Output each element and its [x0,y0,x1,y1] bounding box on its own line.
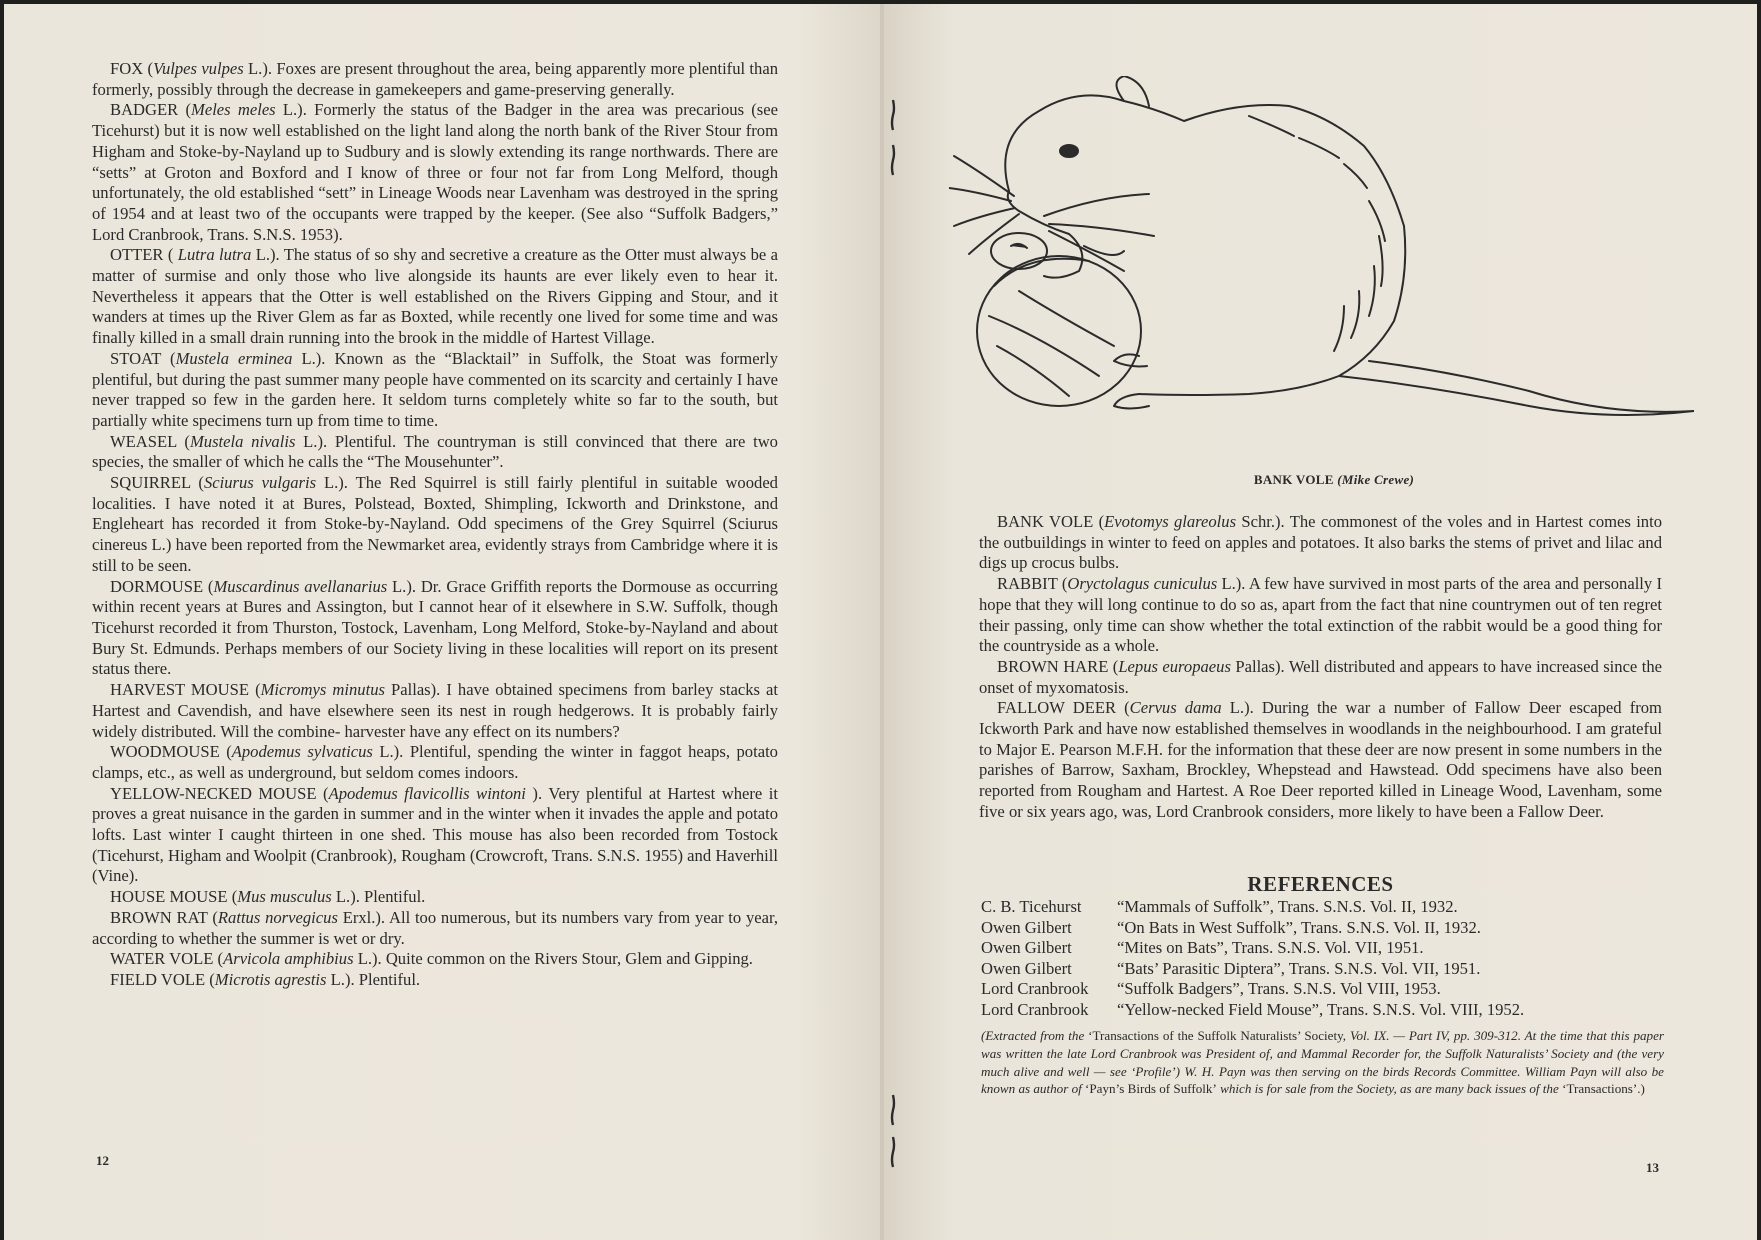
species-name: STOAT [110,348,162,368]
species-authority: L.). [330,969,355,989]
book-spread [4,4,1757,1240]
species-latin-name: Apodemus flavicollis wintoni [328,783,526,803]
species-authority: ). [532,783,543,803]
species-latin-name: Meles meles [191,100,276,120]
species-description: Plentiful. [358,969,421,989]
right-page-text [979,512,1662,823]
bank-vole-illustration [949,76,1694,461]
reference-item [981,938,1664,959]
species-name: FIELD VOLE [110,969,206,989]
reference-author: Lord Cranbrook [981,999,1089,1019]
staple-icon [890,144,896,176]
species-authority: L.). [282,100,307,120]
editorial-note: (Extracted from the ‘Transactions of the Suffolk Naturalists’ Society, Vol. IX. — Part IV, pp. 309-312. At the time that this paper was written the late Lord Cranbrook was President of, and Mammal Recorder for, the Suffolk Naturalists’ Society and (the very much alive and well — see ‘Profile’) W. H. Payn was then serving on the birds Records Committee. William Payn will also be known as author of ‘Payn’s Birds of Suffolk’ which is for sale from the Society, as are many back issues of the ‘Transactions’.) [981,1028,1664,1097]
species-latin-name: Muscardinus avellanarius [213,576,388,596]
species-entry: OTTER ( Lutra lutra L.). The status of so shy and secretive a creature as the Otter must always be a matter of surmise and only those who live alongside its haunts are ever likely even to hear it. Nevertheless it appears that the Otter is well established on the Rivers Gipping and Stour, and it wanders at times up the River Glem as far as Boxted, while recently one lived for some time and was finally killed in a small drain running into the brook in the middle of Hartest Village. [92,245,778,348]
species-name: BROWN RAT [110,907,208,927]
species-name: RABBIT [997,574,1058,594]
species-entry: FOX (Vulpes vulpes L.). Foxes are present throughout the area, being apparently more plentiful than formerly, possibly through the decrease in gamekeepers and game-preserving generally. [92,59,779,99]
species-entry: SQUIRREL (Sciurus vulgaris L.). The Red Squirrel is still fairly plentiful in suitable wooded localities. I have noted it at Bures, Polstead, Boxted, Shimpling, Ickworth and Drinkstone, and Engleheart has recorded it from Stoke-by-Nayland. Odd specimens of the Grey Squirrel (Sciurus cinereus L.) have been reported from the Newmarket area, evidently strays from Cambridge where it is still to be seen. [92,473,778,575]
species-name: HOUSE MOUSE [110,887,228,907]
reference-author: Owen Gilbert [981,958,1072,978]
reference-title: “Mammals of Suffolk”, Trans. S.N.S. Vol. II, 1932. [1117,897,1458,916]
species-entry: BANK VOLE (Evotomys glareolus Schr.). The commonest of the voles and in Hartest comes into the outbuildings in winter to feed on apples and potatoes. It also barks the stems of privet and lilac and digs up crocus bulbs. [979,512,1663,573]
reference-item [981,918,1664,939]
species-authority: Pallas). [391,680,441,700]
species-name: FOX [110,59,144,78]
species-description: Foxes are present throughout the area, being apparently more plentiful than formerly, possibly through the decrease in gamekeepers and game-preserving generally. [92,59,779,99]
page-number-left: 12 [96,1153,109,1168]
reference-item [981,959,1664,980]
species-latin-name: Mus musculus [237,887,332,907]
species-description: Plentiful, spending the winter in faggot heaps, potato clamps, etc., as well as underground, but seldom comes indoors. [92,742,778,782]
species-authority: L.). [392,576,417,596]
reference-author: Owen Gilbert [981,938,1072,957]
species-authority: L.). [303,431,328,451]
species-name: DORMOUSE [110,576,204,596]
caption-credit: (Mike Crewe) [1337,472,1415,487]
species-description: A few have survived in most parts of the area and personally I hope that they will long continue to do so as, apart from the fact that nine countrymen out of ten regret their passing, only time can show whether the total extinction of the rabbit would be a good thing for the countryside as a whole. [979,574,1662,656]
species-description: All too numerous, but its numbers vary from year to year, according to whether the summer is wet or dry. [92,907,778,948]
species-description: The commonest of the voles and in Hartest comes into the outbuildings in winter to feed on apples and potatoes. It also barks the stems of privet and lilac and digs up crocus bulbs. [979,512,1663,573]
species-entry: BROWN RAT (Rattus norvegicus Erxl.). All too numerous, but its numbers vary from year to year, according to whether the summer is wet or dry. [92,907,778,948]
species-entry: WATER VOLE (Arvicola amphibius L.). Quite common on the Rivers Stour, Glem and Gipping. [110,949,753,969]
species-name: WOODMOUSE [110,742,220,762]
reference-item [981,979,1664,1000]
species-authority: Pallas). [1235,656,1285,676]
species-name: HARVEST MOUSE [110,680,250,700]
species-description: The Red Squirrel is still fairly plentiful in suitable wooded localities. I have noted it at Bures, Polstead, Boxted, Shimpling, Ickworth and Drinkstone, and Engleheart has recorded it from Stoke-by-Nayland. Odd specimens of the Grey Squirrel (Sciurus cinereus L.) have been reported from the Newmarket area, evidently strays from Cambridge where it is still to be seen. [92,473,778,575]
species-description: Quite common on the Rivers Stour, Glem and Gipping. [385,949,753,969]
species-latin-name: Cervus dama [1129,698,1222,718]
species-authority: L.). [1229,698,1254,718]
reference-title: “Mites on Bats”, Trans. S.N.S. Vol. VII, 1951. [1117,938,1424,957]
species-name: BROWN HARE [997,656,1109,676]
left-page-text [92,59,778,991]
species-entry: HARVEST MOUSE (Micromys minutus Pallas). I have obtained specimens from barley stacks at Hartest and Cavendish, and have elsewhere seen its nest in rough hedgerows. It is probably fairly widely distributed. Will the combine- harvester have any effect on its numbers? [92,680,778,741]
reference-title: “Yellow-necked Field Mouse”, Trans. S.N.S. Vol. VIII, 1952. [1117,999,1525,1019]
reference-title: “Bats’ Parasitic Diptera”, Trans. S.N.S. Vol. VII, 1951. [1117,958,1481,978]
species-description: I have obtained specimens from barley stacks at Hartest and Cavendish, and have elsewhere seen its nest in rough hedgerows. It is probably fairly widely distributed. Will the combine- harvester have any effect on its numbers? [92,680,778,741]
species-authority: Erxl.). [342,907,386,927]
species-latin-name: Mustela nivalis [189,431,296,451]
species-authority: L.). [335,887,360,907]
species-entry: WEASEL (Mustela nivalis L.). Plentiful. The countryman is still convinced that there are two species, the smaller of which he calls the “The Mousehunter”. [92,431,778,472]
species-latin-name: Lepus europaeus [1118,656,1231,676]
species-name: OTTER [110,245,164,265]
species-name: WATER VOLE [110,949,214,969]
species-latin-name: Vulpes vulpes [153,59,244,78]
species-entry: FALLOW DEER (Cervus dama L.). During the war a number of Fallow Deer escaped from Ickworth Park and have now established themselves in woodlands in the neighbourhood. I am grateful to Major E. Pearson M.F.H. for the information that these deer are now present in some numbers in the parishes of Barrow, Saxham, Brockley, Whepstead and Hawstead. Odd specimens have also been reported from Rougham and Hartest. A Roe Deer reported killed in Lineage Wood, Lavenham, some five or six years ago, was, Lord Cranbrook considers, more likely to have been a Fallow Deer. [979,698,1662,821]
species-latin-name: Micromys minutus [260,680,385,700]
species-description: Well distributed and appears to have increased since the onset of myxomatosis. [979,656,1662,697]
species-description: Plentiful. The countryman is still convinced that there are two species, the smaller of which he calls the “The Mousehunter”. [92,431,778,472]
species-description: Plentiful. [364,887,426,907]
species-authority: Schr.). [1241,512,1285,531]
species-name: YELLOW-NECKED MOUSE [110,783,317,803]
species-authority: L.). [255,245,280,265]
reference-title: “Suffolk Badgers”, Trans. S.N.S. Vol VIII, 1953. [1117,979,1441,998]
species-entry: STOAT (Mustela erminea L.). Known as the “Blacktail” in Suffolk, the Stoat was formerly plentiful, but during the past summer many people have commented on its scarcity and certainly I have never trapped so few in the garden here. It seldom turns completely white so far to the south, but partially white specimens turn up from time to time. [92,348,779,430]
species-name: FALLOW DEER [997,698,1117,718]
species-entry: DORMOUSE (Muscardinus avellanarius L.). Dr. Grace Griffith reports the Dormouse as occurring within recent years at Bures and Assington, but I cannot hear of it elsewhere in S.W. Suffolk, though Ticehurst recorded it from Thurston, Tostock, Lavenham, Long Melford, Stoke-by-Nayland and about Bury St. Edmunds. Perhaps members of our Society living in these localities will report on its present status there. [92,576,778,679]
left-page [4,4,884,1240]
figure-caption [1124,472,1544,488]
species-description: The status of so shy and secretive a creature as the Otter must always be a matter of surmise and only those who live alongside its haunts are ever likely even to hear it. Nevertheless it appears that the Otter is well established on the Rivers Gipping and Stour, and it wanders at times up the River Glem as far as Boxted, while recently one lived for some time and was finally killed in a small drain running into the brook in the middle of Hartest Village. [92,245,778,348]
species-latin-name: Lutra lutra [173,245,252,265]
staple-icon [890,99,896,131]
reference-item [981,897,1664,918]
species-authority: L.). [323,473,348,493]
species-latin-name: Sciurus vulgaris [203,473,317,493]
staple-icon [890,1136,896,1168]
species-name: BANK VOLE [997,512,1094,531]
species-name: SQUIRREL [110,473,191,493]
species-entry: FIELD VOLE (Microtis agrestis L.). Plentiful. [110,969,421,989]
species-latin-name: Apodemus sylvaticus [231,742,373,762]
species-description: Known as the “Blacktail” in Suffolk, the Stoat was formerly plentiful, but during the past summer many people have commented on its scarcity and certainly I have never trapped so few in the garden here. It seldom turns completely white so far to the south, but partially white specimens turn up from time to time. [92,348,779,430]
species-description: Very plentiful at Hartest where it proves a great nuisance in the garden in summer and in the winter when it invades the apple and potato lofts. Last winter I caught thirteen in one shed. This mouse has also been recorded from Tostock (Ticehurst, Higham and Woolpit (Cranbrook), Rougham (Crowcroft, Trans. S.N.S. 1955) and Haverhill (Vine). [92,783,778,886]
reference-author: Lord Cranbrook [981,979,1089,998]
species-latin-name: Arvicola amphibius [223,949,354,969]
species-authority: L.). [379,742,404,762]
species-entry: BROWN HARE (Lepus europaeus Pallas). Well distributed and appears to have increased since the onset of myxomatosis. [979,656,1662,697]
species-authority: L.). [357,949,382,969]
species-latin-name: Rattus norvegicus [217,907,338,927]
species-entry: RABBIT (Oryctolagus cuniculus L.). A few have survived in most parts of the area and personally I hope that they will long continue to do so as, apart from the fact that nine countrymen out of ten regret their passing, only time can show whether the total extinction of the rabbit would be a good thing for the countryside as a whole. [979,574,1662,656]
references-list [981,897,1664,1020]
caption-title: BANK VOLE [1253,472,1334,487]
species-latin-name: Oryctolagus cuniculus [1067,574,1218,594]
staple-icon [890,1094,896,1126]
species-description: Formerly the status of the Badger in the area was precarious (see Ticehurst) but it is now well established on the light land along the north bank of the River Stour from Higham and Stoke-by-Nayland up to Sudbury and is slowly extending its range northwards. There are “setts” at Groton and Boxford and I know of three or four not far from Long Melford, though unfortunately, the old established “sett” in Lineage Woods near Lavenham was destroyed in the spring of 1954 and at least two of the occupants were trapped by the keeper. (See also “Suffolk Badgers,” Lord Cranbrook, Trans. S.N.S. 1953). [92,100,778,244]
species-latin-name: Evotomys glareolus [1104,512,1237,531]
species-name: BADGER [110,100,179,120]
species-entry: BADGER (Meles meles L.). Formerly the status of the Badger in the area was precarious (see Ticehurst) but it is now well established on the light land along the north bank of the River Stour from Higham and Stoke-by-Nayland up to Sudbury and is slowly extending its range northwards. There are “setts” at Groton and Boxford and I know of three or four not far from Long Melford, though unfortunately, the old established “sett” in Lineage Woods near Lavenham was destroyed in the spring of 1954 and at least two of the occupants were trapped by the keeper. (See also “Suffolk Badgers,” Lord Cranbrook, Trans. S.N.S. 1953). [92,100,778,244]
species-entry: WOODMOUSE (Apodemus sylvaticus L.). Plentiful, spending the winter in faggot heaps, potato clamps, etc., as well as underground, but seldom comes indoors. [92,742,778,782]
species-latin-name: Microtis agrestis [214,969,327,989]
reference-author: C. B. Ticehurst [981,897,1082,916]
page-number-right: 13 [1646,1160,1659,1175]
species-entry: YELLOW-NECKED MOUSE (Apodemus flavicollis wintoni ). Very plentiful at Hartest where it proves a great nuisance in the garden in summer and in the winter when it invades the apple and potato lofts. Last winter I caught thirteen in one shed. This mouse has also been recorded from Tostock (Ticehurst, Higham and Woolpit (Cranbrook), Rougham (Crowcroft, Trans. S.N.S. 1955) and Haverhill (Vine). [92,783,778,886]
reference-title: “On Bats in West Suffolk”, Trans. S.N.S. Vol. II, 1932. [1117,917,1481,937]
species-latin-name: Mustela erminea [175,348,293,368]
references-heading: REFERENCES [1247,872,1394,896]
species-authority: L.). [248,59,273,78]
species-description: Dr. Grace Griffith reports the Dormouse as occurring within recent years at Bures and Assington, but I cannot hear of it elsewhere in S.W. Suffolk, though Ticehurst recorded it from Thurston, Tostock, Lavenham, Long Melford, Stoke-by-Nayland and about Bury St. Edmunds. Perhaps members of our Society living in these localities will report on its present status there. [92,576,778,679]
species-name: WEASEL [110,431,177,451]
species-description: During the war a number of Fallow Deer escaped from Ickworth Park and have now established themselves in woodlands in the neighbourhood. I am grateful to Major E. Pearson M.F.H. for the information that these deer are now present in some numbers in the parishes of Barrow, Saxham, Brockley, Whepstead and Hawstead. Odd specimens have also been reported from Rougham and Hartest. A Roe Deer reported killed in Lineage Wood, Lavenham, some five or six years ago, was, Lord Cranbrook considers, more likely to have been a Fallow Deer. [979,698,1662,821]
species-authority: L.). [1221,574,1246,594]
reference-item [981,1000,1664,1021]
species-entry: HOUSE MOUSE (Mus musculus L.). Plentiful. [110,887,426,907]
reference-author: Owen Gilbert [981,917,1072,937]
species-authority: L.). [301,348,326,368]
